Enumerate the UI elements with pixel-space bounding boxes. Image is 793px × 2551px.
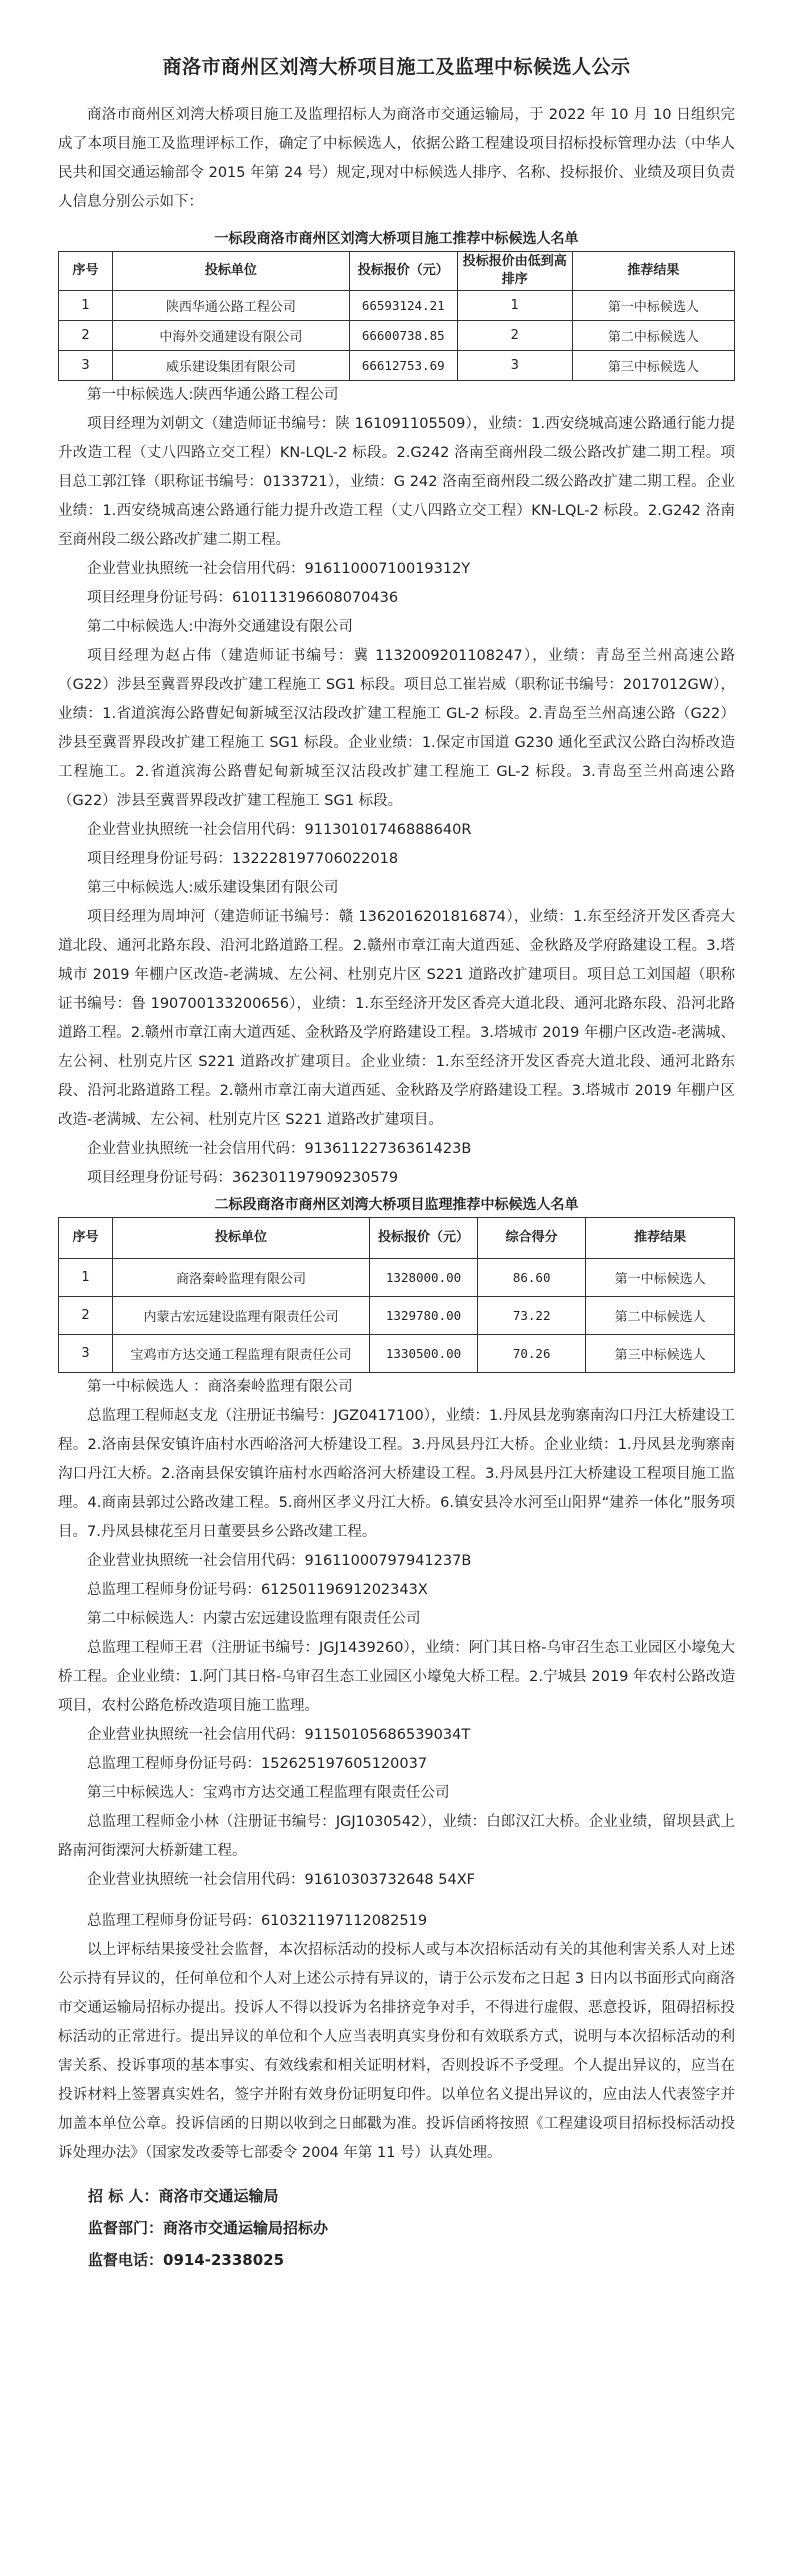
id-number: 总监理工程师身份证号码：61250119691202343X	[87, 1582, 428, 1598]
id-number: 项目经理身份证号码：610113196608070436	[87, 590, 399, 606]
table-row	[59, 1335, 735, 1373]
table-cell: 3	[59, 351, 113, 381]
table-cell: 1	[59, 291, 113, 321]
table-row	[59, 291, 735, 321]
table2-caption: 二标段商洛市商州区刘湾大桥项目监理推荐中标候选人名单	[214, 1197, 579, 1213]
candidate-heading: 第一中标候选人:陕西华通公路工程公司	[87, 387, 339, 403]
notice-paragraph: 以上评标结果接受社会监督，本次招标活动的投标人或与本次招标活动有关的其他利害关系人对上述公示持有异议的，任何单位和个人对上述公示持有异议的，请于公示发布之日起 3 日内以书面形式向商洛市交通运输局招标办提出。投诉人不得以投诉为名排挤竞争对手，不得进行虚假、恶意投诉，阻碍招标投标活动的正常进行。提出异议的单位和个人应当表明真实身份和有效联系方式，说明与本次招标活动的利害关系、投诉事项的基本事实、有效线索和相关证明材料，否则投诉不予受理。个人提出异议的，应当在投诉材料上签署真实姓名，签字并附有效身份证明复印件。以单位名义提出异议的，应由法人代表签字并加盖本单位公章。投诉信函的日期以收到之日邮戳为准。投诉信函将按照《工程建设项目招标投标活动投诉处理办法》（国家发改委等七部委令 2004 年第 11 号）认真处理。	[58, 1942, 735, 2161]
table-cell: 86.60	[478, 1259, 586, 1297]
table-row	[59, 351, 735, 381]
candidate-details: 总监理工程师王君（注册证书编号：JGJ1439260），业绩：阿门其日格-乌审召生态工业园区小壕兔大桥工程。企业业绩：1.阿门其日格-乌审召生态工业园区小壕兔大桥工程。2.宁城县 2019 年农村公路改造项目，农村公路危桥改造项目施工监理。	[58, 1640, 735, 1714]
table-header-row	[59, 252, 735, 291]
credit-code: 企业营业执照统一社会信用代码：91611000797941237B	[87, 1553, 472, 1569]
table-cell: 1328000.00	[369, 1259, 477, 1297]
header-cell: 综合得分	[478, 1218, 586, 1259]
id-number: 总监理工程师身份证号码：152625197605120037	[87, 1756, 428, 1772]
header-cell: 推荐结果	[572, 252, 734, 291]
table-cell: 第一中标候选人	[572, 291, 734, 321]
table-row	[59, 321, 735, 351]
credit-code: 企业营业执照统一社会信用代码：91361122736361423B	[87, 1141, 472, 1157]
supervisor-line: 监督部门：商洛市交通运输局招标办	[88, 2219, 329, 2237]
id-number: 项目经理身份证号码：132228197706022018	[87, 851, 399, 867]
intro-paragraph: 商洛市商州区刘湾大桥项目施工及监理招标人为商洛市交通运输局，于 2022 年 10 月 10 日组织完成了本项目施工及监理评标工作，确定了中标候选人，依据公路工程建设项目招标投标管理办法（中华人民共和国交通运输部令 2015 年第 24 号）规定,现对中标候选人排序、名称、投标报价、业绩及项目负责人信息分别公示如下：	[58, 107, 735, 210]
table-cell: 第三中标候选人	[586, 1335, 735, 1373]
table-header-row	[59, 1218, 735, 1259]
candidate-details: 总监理工程师赵支龙（注册证书编号：JGZ0417100），业绩：1.丹凤县龙驹寨南沟口丹江大桥建设工程。2.洛南县保安镇许庙村水西峪洛河大桥建设工程。3.丹凤县丹江大桥。企业业绩：1.丹凤县龙驹寨南沟口丹江大桥。2.洛南县保安镇许庙村水西峪洛河大桥建设工程。3.丹凤县丹江大桥建设工程项目施工监理。4.商南县郭过公路改建工程。5.商州区孝义丹江大桥。6.镇安县冷水河至山阳界“建养一体化”服务项目。7.丹凤县棣花至月日董要县乡公路改建工程。	[58, 1408, 735, 1540]
table-cell: 66600738.85	[349, 321, 457, 351]
table-row	[59, 1259, 735, 1297]
candidate-heading: 第一中标候选人 ：商洛秦岭监理有限公司	[87, 1379, 353, 1395]
header-cell: 投标报价（元）	[369, 1218, 477, 1259]
credit-code: 企业营业执照统一社会信用代码：91150105686539034T	[87, 1727, 471, 1743]
table-cell: 第一中标候选人	[586, 1259, 735, 1297]
table-cell: 威乐建设集团有限公司	[113, 351, 350, 381]
header-cell: 序号	[59, 252, 113, 291]
candidate-details: 项目经理为周坤河（建造师证书编号：赣 1362016201816874），业绩：1.东至经济开发区香亮大道北段、通河北路东段、沿河北路道路工程。2.赣州市章江南大道西延、金秋路及学府路建设工程。3.塔城市 2019 年棚户区改造-老满城、左公祠、杜别克片区 S221 道路改扩建项目。项目总工刘国超（职称证书编号：鲁 190700133200656），业绩：1.东至经济开发区香亮大道北段、通河北路东段、沿河北路道路工程。2.赣州市章江南大道西延、金秋路及学府路建设工程。3.塔城市 2019 年棚户区改造-老满城、左公祠、杜别克片区 S221 道路改扩建项目。企业业绩：1.东至经济开发区香亮大道北段、通河北路东段、沿河北路道路工程。2.赣州市章江南大道西延、金秋路及学府路建设工程。3.塔城市 2019 年棚户区改造-老满城、左公祠、杜别克片区 S221 道路改扩建项目。	[58, 909, 735, 1128]
credit-code: 企业营业执照统一社会信用代码：91610303732648 54XF	[87, 1872, 475, 1888]
table-cell: 3	[59, 1335, 113, 1373]
header-cell: 投标报价（元）	[349, 252, 457, 291]
header-cell: 投标单位	[113, 1218, 370, 1259]
credit-code: 企业营业执照统一社会信用代码：91611000710019312Y	[87, 561, 471, 577]
candidate-heading: 第三中标候选人：宝鸡市方达交通工程监理有限责任公司	[87, 1785, 450, 1801]
table-cell: 3	[457, 351, 572, 381]
id-number: 项目经理身份证号码：362301197909230579	[87, 1170, 399, 1186]
page-title: 商洛市商州区刘湾大桥项目施工及监理中标候选人公示	[162, 56, 631, 78]
table-cell: 第二中标候选人	[586, 1297, 735, 1335]
header-cell: 序号	[59, 1218, 113, 1259]
credit-code: 企业营业执照统一社会信用代码：91130101746888640R	[87, 822, 472, 838]
table-cell: 2	[457, 321, 572, 351]
header-cell: 推荐结果	[586, 1218, 735, 1259]
candidate-heading: 第二中标候选人:中海外交通建设有限公司	[87, 619, 353, 635]
table-cell: 73.22	[478, 1297, 586, 1335]
table-cell: 宝鸡市方达交通工程监理有限责任公司	[113, 1335, 370, 1373]
table-cell: 商洛秦岭监理有限公司	[113, 1259, 370, 1297]
table-cell: 中海外交通建设有限公司	[113, 321, 350, 351]
table-cell: 66593124.21	[349, 291, 457, 321]
table-cell: 1330500.00	[369, 1335, 477, 1373]
candidate-details: 项目经理为刘朝文（建造师证书编号：陕 161091105509），业绩：1.西安绕城高速公路通行能力提升改造工程（丈八四路立交工程）KN-LQL-2 标段。2.G242 洛南至商州段二级公路改扩建二期工程。项目总工郭江锋（职称证书编号：0133721），业绩：G 242 洛南至商州段二级公路改扩建二期工程。企业业绩：1.西安绕城高速公路通行能力提升改造工程（丈八四路立交工程）KN-LQL-2 标段。2.G242 洛南至商州段二级公路改扩建二期工程。	[58, 416, 735, 548]
phone-line: 监督电话：0914-2338025	[88, 2251, 285, 2269]
candidate-details: 项目经理为赵占伟（建造师证书编号：冀 1132009201108247），业绩：青岛至兰州高速公路（G22）涉县至冀晋界段改扩建工程施工 SG1 标段。项目总工崔岩威（职称证书编号：2017012GW），业绩：1.省道滨海公路曹妃甸新城至汉沽段改扩建工程施工 GL-2 标段。2.青岛至兰州高速公路（G22）涉县至冀晋界段改扩建工程施工 SG1 标段。企业业绩：1.保定市国道 G230 通化至武汉公路白沟桥改造工程施工。2.省道滨海公路曹妃甸新城至汉沽段改扩建工程施工 GL-2 标段。3.青岛至兰州高速公路（G22）涉县至冀晋界段改扩建工程施工 SG1 标段。	[58, 648, 735, 809]
table-cell: 1	[457, 291, 572, 321]
spacer	[58, 1895, 735, 1907]
tenderer-line: 招 标 人：商洛市交通运输局	[88, 2187, 279, 2205]
table-cell: 2	[59, 321, 113, 351]
spacer	[58, 2168, 735, 2180]
table1-caption: 一标段商洛市商州区刘湾大桥项目施工推荐中标候选人名单	[214, 231, 579, 247]
candidate-heading: 第三中标候选人:威乐建设集团有限公司	[87, 880, 339, 896]
candidate-heading: 第二中标候选人：内蒙古宏远建设监理有限责任公司	[87, 1611, 421, 1627]
table-cell: 内蒙古宏远建设监理有限责任公司	[113, 1297, 370, 1335]
table-cell: 1329780.00	[369, 1297, 477, 1335]
table-row	[59, 1297, 735, 1335]
table-cell: 70.26	[478, 1335, 586, 1373]
supervision-candidates-table	[58, 1217, 735, 1373]
table-cell: 陕西华通公路工程公司	[113, 291, 350, 321]
table-cell: 1	[59, 1259, 113, 1297]
table-cell: 2	[59, 1297, 113, 1335]
construction-candidates-table	[58, 251, 735, 381]
table-cell: 第二中标候选人	[572, 321, 734, 351]
header-cell: 投标报价由低到高排序	[457, 252, 572, 291]
table-cell: 第三中标候选人	[572, 351, 734, 381]
candidate-details: 总监理工程师金小林（注册证书编号：JGJ1030542），业绩：白郎汉江大桥。企业业绩，留坝县武上路南河街溧河大桥新建工程。	[58, 1814, 735, 1859]
header-cell: 投标单位	[113, 252, 350, 291]
table-cell: 66612753.69	[349, 351, 457, 381]
id-number: 总监理工程师身份证号码：610321197112082519	[87, 1913, 428, 1929]
